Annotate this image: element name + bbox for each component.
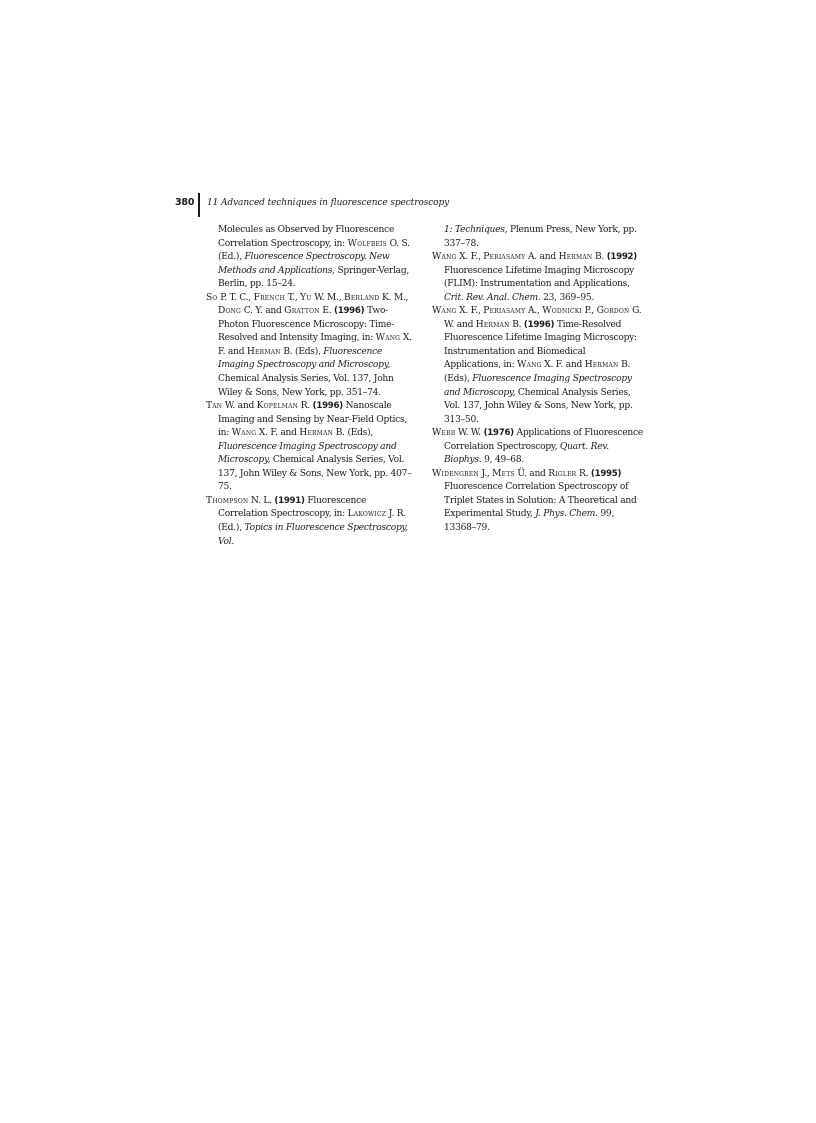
author-name: Herman	[299, 428, 334, 439]
author-name: Periasamy	[483, 306, 526, 317]
reference-text: 9, 49–68.	[481, 455, 524, 466]
reference-title-italic: Fluorescence Imaging Spectroscopy and Microscopy,	[218, 441, 397, 466]
author-name: French	[253, 292, 286, 303]
reference-title-italic: 1: Techniques,	[444, 225, 508, 235]
author-name: Dong	[218, 306, 242, 317]
reference-entry	[432, 427, 644, 468]
reference-title-italic: J. Phys. Chem.	[535, 509, 598, 520]
reference-entry	[206, 224, 418, 292]
author-name: Mets	[492, 468, 515, 479]
reference-year: (1991)	[274, 495, 305, 506]
reference-text: A. and	[525, 252, 559, 263]
reference-text: Ü. and	[514, 468, 549, 479]
reference-title-italic: Fluorescence Imaging Spectroscopy and Microscopy,	[218, 346, 391, 371]
author-name: Wodnicki	[542, 306, 582, 317]
reference-entry	[432, 251, 644, 305]
author-name: Thompson	[206, 495, 249, 506]
page-number: 380	[175, 197, 195, 208]
reference-year: (1996)	[312, 401, 343, 412]
reference-text: Chemical Analysis Series, Vol. 137, John Wiley & Sons, New York, pp. 351–74.	[218, 374, 394, 398]
reference-text: B.	[509, 319, 524, 330]
reference-text: C. Y. and	[241, 306, 285, 317]
author-name: Wang	[517, 360, 542, 371]
author-name: Herman	[584, 360, 619, 371]
reference-text: Molecules as Observed by Fluorescence Correlation Spectroscopy, in:	[218, 225, 395, 249]
reference-text: R.	[298, 401, 313, 412]
reference-text: G. W. and	[444, 306, 642, 330]
reference-text: A.,	[525, 306, 543, 317]
reference-text: 23, 369–95.	[540, 292, 595, 303]
reference-title-italic: Fluorescence Spectroscopy. New Methods and Applications,	[218, 252, 390, 276]
reference-text: B.	[592, 252, 607, 263]
reference-text: K. M.,	[379, 292, 409, 303]
author-name: Kopelman	[256, 401, 299, 412]
author-name: Herman	[558, 252, 593, 263]
reference-text: R.	[576, 468, 591, 479]
reference-text: W. and	[222, 401, 257, 412]
reference-title-italic: Fluorescence Imaging Spectroscopy and Microscopy,	[444, 374, 632, 398]
reference-entry	[206, 400, 418, 495]
author-name: Rigler	[548, 468, 577, 479]
reference-text: Plenum Press, New York, pp. 337–78.	[444, 225, 637, 249]
reference-entry	[432, 305, 644, 427]
reference-text: Time-Resolved Fluorescence Lifetime Imaging Microscopy: Instrumentation and Biomedical Applications, in:	[444, 319, 637, 371]
author-name: Yu	[300, 292, 312, 303]
reference-text: B. (Eds),	[333, 428, 374, 439]
reference-text: Fluorescence Correlation Spectroscopy of Triplet States in Solution: A Theoretical and Experimental Study,	[444, 482, 637, 520]
author-name: Berland	[344, 292, 380, 303]
author-name: Webb	[432, 428, 456, 439]
reference-entry	[432, 468, 644, 536]
reference-text: X. F. and	[256, 428, 300, 439]
reference-text: P.,	[581, 306, 597, 317]
reference-text: T.,	[285, 292, 301, 303]
author-name: Wang	[375, 333, 401, 344]
reference-text: X. F. and	[218, 333, 412, 357]
reference-entry	[432, 224, 644, 251]
reference-column-right	[432, 224, 644, 536]
reference-text: Fluorescence Correlation Spectroscopy, in:	[218, 495, 367, 520]
reference-text: Applications of Fluorescence Correlation Spectroscopy,	[444, 428, 643, 452]
reference-year: (1976)	[483, 428, 514, 439]
reference-text: Fluorescence Lifetime Imaging Microscopy (FLIM): Instrumentation and Applications,	[444, 265, 635, 290]
author-name: Herman	[475, 319, 510, 330]
reference-column-left	[206, 224, 418, 549]
reference-text: W. M.,	[311, 292, 344, 303]
author-name: Gratton	[284, 306, 320, 317]
author-name: So	[206, 292, 218, 303]
reference-entry	[206, 495, 418, 549]
author-name: Tan	[206, 401, 223, 412]
author-name: Herman	[246, 346, 281, 357]
author-name: Lakowicz	[347, 509, 387, 520]
author-name: Wolfbeis	[347, 238, 387, 249]
reference-text: E.	[319, 306, 335, 317]
reference-text: X. F. and	[541, 360, 585, 371]
reference-entry	[206, 292, 418, 400]
reference-text: W. W.	[455, 428, 484, 439]
reference-year: (1995)	[590, 468, 622, 479]
reference-text: O. S. (Ed.),	[218, 238, 410, 263]
reference-text: N. L.	[248, 495, 275, 506]
reference-text: Springer-Verlag, Berlin, pp. 15–24.	[218, 265, 410, 290]
reference-year: (1996)	[334, 306, 365, 317]
author-name: Wang	[432, 252, 457, 263]
author-name: Gordon	[596, 306, 630, 317]
author-name: Wang	[432, 306, 457, 317]
reference-title-italic: Quart. Rev. Biophys.	[444, 441, 609, 466]
reference-text: Nanoscale Imaging and Sensing by Near-Field Optics, in:	[218, 401, 408, 439]
author-name: Periasamy	[483, 252, 526, 263]
reference-text: X. F.,	[456, 252, 484, 263]
reference-text: Two-Photon Fluorescence Microscopy: Time-Resolved and Intensity Imaging, in:	[218, 306, 395, 344]
reference-title-italic: Topics in Fluorescence Spectroscopy, Vol.	[218, 523, 408, 547]
reference-text: Chemical Analysis Series, Vol. 137, John Wiley & Sons, New York, pp. 407–75.	[218, 455, 412, 493]
reference-year: (1996)	[523, 319, 555, 330]
running-head: 11 Advanced techniques in fluorescence spectroscopy	[207, 198, 450, 208]
author-name: Wang	[231, 428, 257, 439]
reference-text: B. (Eds),	[280, 346, 324, 357]
reference-text: Chemical Analysis Series, Vol. 137, John Wiley & Sons, New York, pp. 313–50.	[444, 387, 633, 425]
reference-text: P. T. C.,	[217, 292, 254, 303]
header-rule	[198, 193, 200, 217]
reference-text: B. (Eds),	[444, 360, 631, 385]
reference-text: J. R. (Ed.),	[218, 509, 406, 534]
reference-text: 99, 13368–79.	[444, 509, 615, 534]
reference-text: J.,	[478, 468, 493, 479]
reference-text: X. F.,	[456, 306, 484, 317]
author-name: Widengren	[432, 468, 479, 479]
reference-year: (1992)	[606, 252, 637, 263]
reference-title-italic: Crit. Rev. Anal. Chem.	[444, 292, 541, 303]
